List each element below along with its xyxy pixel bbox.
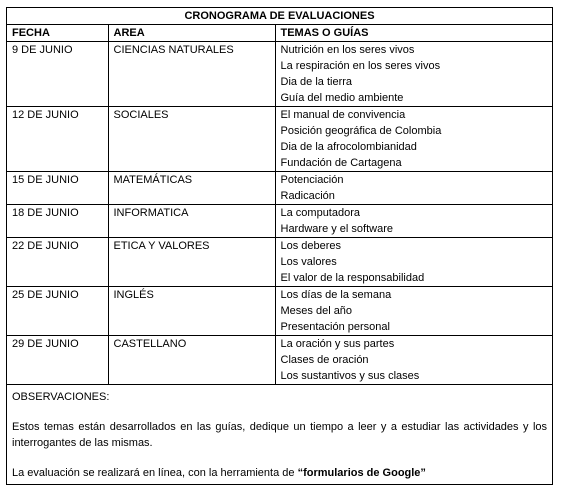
topic-item: Dia de la afrocolombianidad — [280, 141, 417, 153]
schedule-title: CRONOGRAMA DE EVALUACIONES — [7, 8, 552, 25]
topic-item: Los sustantivos y sus clases — [280, 370, 420, 382]
observations-label: OBSERVACIONES: — [12, 391, 110, 403]
online-note-text: La evaluación se realizará en línea, con la herramienta de — [12, 467, 298, 479]
table-row — [7, 205, 552, 238]
table-row — [7, 172, 552, 205]
topic-item: Fundación de Cartagena — [280, 157, 402, 169]
topic-item: Hardware y el software — [280, 223, 393, 235]
topic-item: El valor de la responsabilidad — [280, 272, 425, 284]
header-area: AREA — [108, 25, 275, 42]
header-row — [7, 25, 552, 42]
row-temas — [275, 205, 552, 238]
observations-paragraph: Estos temas están desarrollados en las guías, dedique un tiempo a leer y a estudiar las actividades y los interrogantes de las mismas. — [12, 421, 547, 449]
topic-item: Potenciación — [280, 174, 344, 186]
table-row — [7, 287, 552, 336]
row-temas — [275, 336, 552, 385]
observations-section — [7, 384, 552, 481]
topic-item: La computadora — [280, 207, 360, 219]
topic-item: Presentación personal — [280, 321, 390, 333]
topic-item: Guía del medio ambiente — [280, 92, 404, 104]
topic-item: Los valores — [280, 256, 337, 268]
topic-item: Dia de la tierra — [280, 76, 353, 88]
topic-item: Nutrición en los seres vivos — [280, 44, 415, 56]
topic-item: Radicación — [280, 190, 335, 202]
row-temas — [275, 107, 552, 172]
row-temas — [275, 287, 552, 336]
header-fecha: FECHA — [7, 25, 108, 42]
title-row — [7, 8, 552, 25]
observations-online-note — [12, 465, 547, 481]
row-area: ETICA Y VALORES — [108, 238, 275, 287]
topic-item: Los deberes — [280, 240, 342, 252]
row-temas — [275, 172, 552, 205]
topic-item: El manual de convivencia — [280, 109, 406, 121]
row-fecha: 18 DE JUNIO — [7, 205, 108, 238]
topic-item: Meses del año — [280, 305, 353, 317]
row-fecha: 9 DE JUNIO — [7, 42, 108, 107]
table-row — [7, 336, 552, 385]
row-area: INFORMATICA — [108, 205, 275, 238]
row-fecha: 12 DE JUNIO — [7, 107, 108, 172]
topic-item: Los días de la semana — [280, 289, 392, 301]
row-area: CASTELLANO — [108, 336, 275, 385]
topic-item: Posición geográfica de Colombia — [280, 125, 442, 137]
row-fecha: 22 DE JUNIO — [7, 238, 108, 287]
row-area: INGLÉS — [108, 287, 275, 336]
table-row — [7, 42, 552, 107]
row-temas — [275, 238, 552, 287]
row-temas — [275, 42, 552, 107]
row-area: SOCIALES — [108, 107, 275, 172]
schedule-table — [7, 8, 552, 385]
topic-item: La oración y sus partes — [280, 338, 395, 350]
header-temas: TEMAS O GUÍAS — [275, 25, 552, 42]
evaluation-schedule-document — [6, 7, 553, 485]
table-row — [7, 107, 552, 172]
topic-item: Clases de oración — [280, 354, 369, 366]
row-fecha: 15 DE JUNIO — [7, 172, 108, 205]
table-row — [7, 238, 552, 287]
row-area: CIENCIAS NATURALES — [108, 42, 275, 107]
row-area: MATEMÁTICAS — [108, 172, 275, 205]
row-fecha: 25 DE JUNIO — [7, 287, 108, 336]
google-forms-emphasis: “formularios de Google” — [297, 467, 426, 479]
topic-item: La respiración en los seres vivos — [280, 60, 441, 72]
row-fecha: 29 DE JUNIO — [7, 336, 108, 385]
